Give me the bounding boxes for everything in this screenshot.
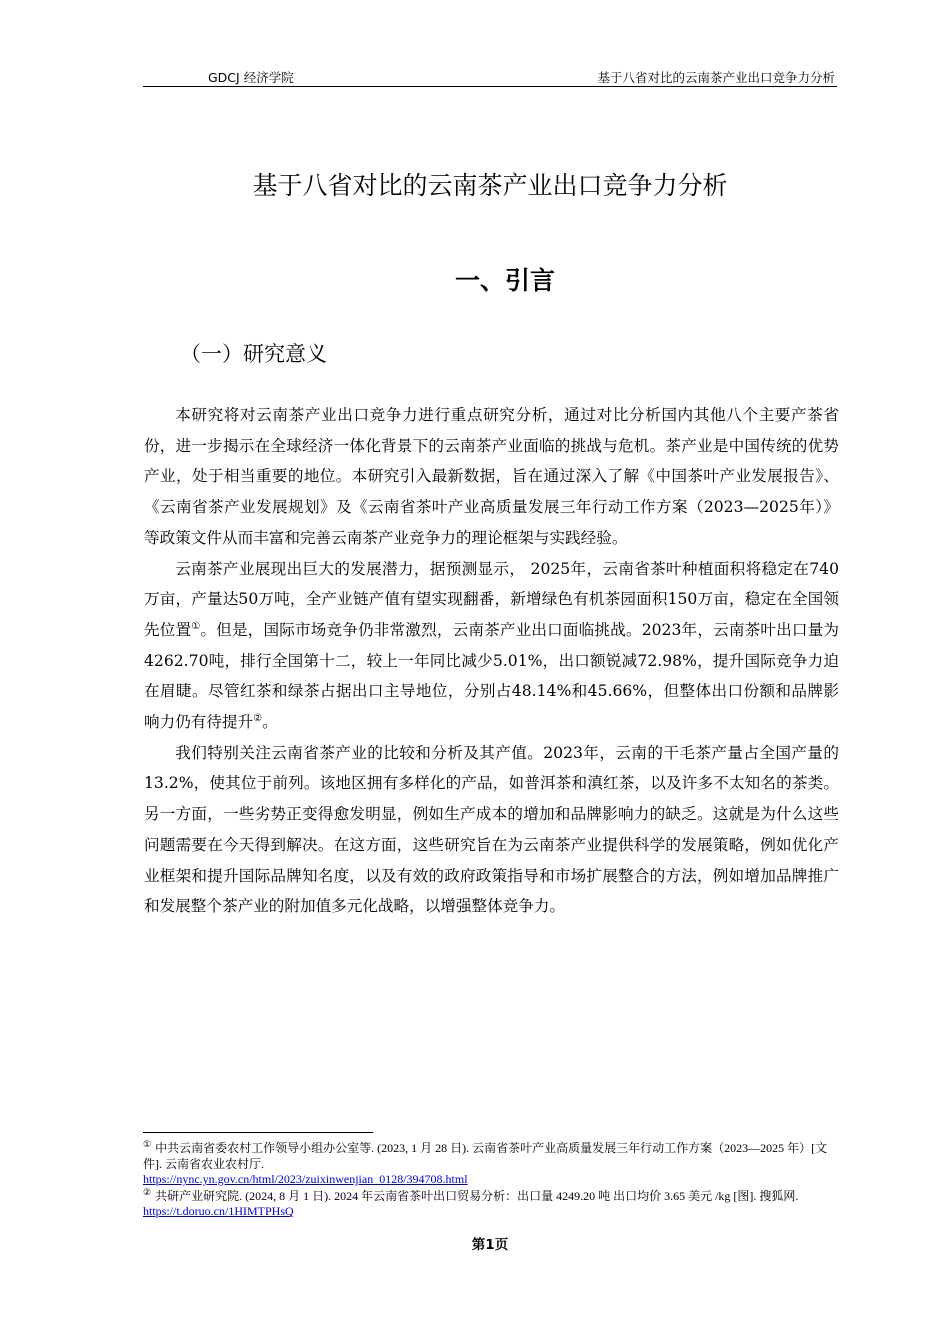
footnote-2-link[interactable]: https://t.doruo.cn/1HIMTPHsQ	[143, 1204, 294, 1219]
footnote-separator	[143, 1132, 373, 1133]
page-number: 第1页	[471, 1237, 509, 1253]
footnotes	[143, 1141, 828, 1221]
paragraph-2-part-b: 。但是，国际市场竞争仍非常激烈，云南茶产业出口面临挑战。2023年，云南茶叶出口量为4262.70吨，排行全国第十二，较上一年同比减少5.01%，出口额锐减72.98%，提升国际竞争力迫在眉睫。尽管红茶和绿茶占据出口主导地位，分别占48.14%和45.66%，但整体出口份额和品牌影响力仍有待提升	[144, 620, 839, 732]
footnote-ref-2[interactable]: ②	[253, 712, 263, 724]
footnote-1-text: 中共云南省委农村工作领导小组办公室等. (2023, 1 月 28 日). 云南省茶叶产业高质量发展三年行动工作方案（2023—2025 年）[文件]. 云南省农业农村厅.	[143, 1141, 828, 1171]
body-text	[144, 400, 839, 922]
paragraph-2	[144, 554, 839, 738]
paragraph-2-part-c: 。	[262, 713, 278, 732]
subsection-heading: （一）研究意义	[180, 342, 327, 366]
paper-title: 基于八省对比的云南茶产业出口竞争力分析	[252, 171, 728, 200]
paragraph-1: 本研究将对云南茶产业出口竞争力进行重点研究分析，通过对比分析国内其他八个主要产茶省份，进一步揭示在全球经济一体化背景下的云南茶产业面临的挑战与危机。茶产业是中国传统的优势产业，处于相当重要的地位。本研究引入最新数据，旨在通过深入了解《中国茶叶产业发展报告》、《云南省茶产业发展规划》及《云南省茶叶产业高质量发展三年行动工作方案（2023—2025年）》等政策文件从而丰富和完善云南茶产业竞争力的理论框架与实践经验。	[144, 406, 839, 547]
paragraph-2-part-a: 云南茶产业展现出巨大的发展潜力，据预测显示， 2025年，云南省茶叶种植面积将稳定在740万亩，产量达50万吨，全产业链产值有望实现翻番，新增绿色有机茶园面积150万亩，稳定在全国领先位置	[144, 559, 839, 639]
footnote-2	[143, 1186, 828, 1220]
footnote-1-link[interactable]: https://nync.yn.gov.cn/html/2023/zuixinwenjian_0128/394708.html	[143, 1172, 468, 1187]
header-left-text: GDCJ 经济学院	[208, 70, 294, 85]
page-header	[143, 66, 837, 87]
header-right-text: 基于八省对比的云南茶产业出口竞争力分析	[597, 70, 835, 85]
footnote-1	[143, 1141, 828, 1188]
footnote-1-mark: ①	[143, 1139, 152, 1149]
footnote-ref-1[interactable]: ①	[191, 620, 201, 632]
footnote-2-text: 共研产业研究院. (2024, 8 月 1 日). 2024 年云南省茶叶出口贸易分析：出口量 4249.20 吨 出口均价 3.65 美元 /kg [图]. 搜狐网.	[155, 1188, 799, 1203]
footnote-2-mark: ②	[143, 1186, 152, 1197]
section-heading: 一、引言	[454, 266, 555, 295]
paragraph-3: 我们特别关注云南省茶产业的比较和分析及其产值。2023年，云南的干毛茶产量占全国产量的13.2%，使其位于前列。该地区拥有多样化的产品，如普洱茶和滇红茶，以及许多不太知名的茶类。另一方面，一些劣势正变得愈发明显，例如生产成本的增加和品牌影响力的缺乏。这就是为什么这些问题需要在今天得到解决。在这方面，这些研究旨在为云南茶产业提供科学的发展策略，例如优化产业框架和提升国际品牌知名度，以及有效的政府政策指导和市场扩展整合的方法，例如增加品牌推广和发展整个茶产业的附加值多元化战略，以增强整体竞争力。	[144, 743, 839, 916]
